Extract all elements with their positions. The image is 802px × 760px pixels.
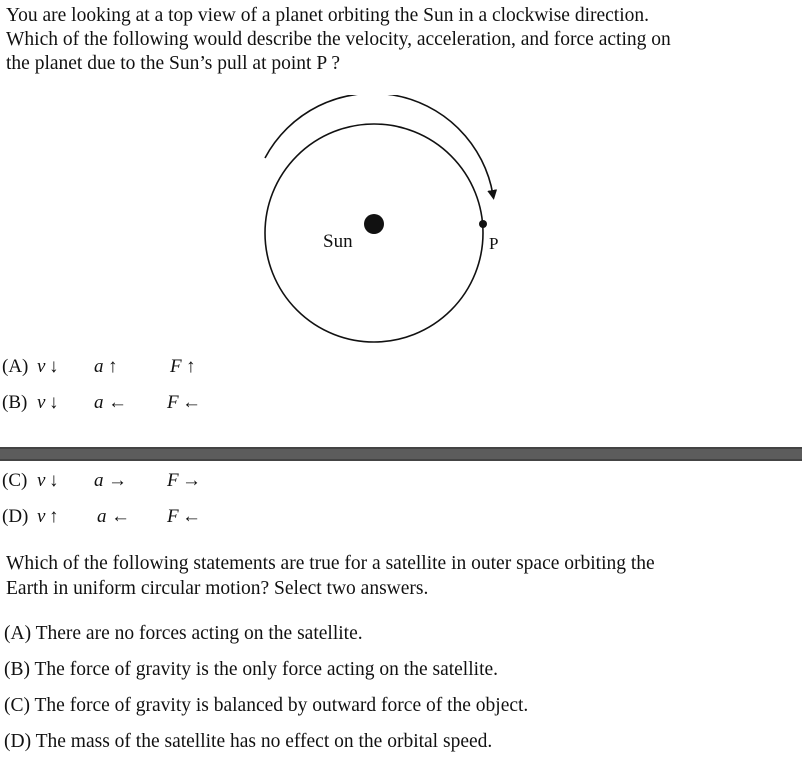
question-1-text bbox=[6, 4, 671, 76]
question-2-text bbox=[6, 551, 655, 601]
sun-label: Sun bbox=[323, 231, 353, 252]
acceleration-arrow-icon: ← bbox=[108, 392, 127, 413]
velocity-symbol: v bbox=[37, 470, 46, 491]
force-arrow-icon: ← bbox=[182, 392, 201, 413]
force-symbol: F bbox=[167, 470, 179, 491]
option-label: (B) bbox=[2, 392, 28, 413]
point-p-label: P bbox=[489, 234, 499, 253]
force-symbol: F bbox=[167, 392, 179, 413]
velocity-arrow-icon: ↓ bbox=[49, 392, 59, 413]
question-1-line: Which of the following would describe the velocity, acceleration, and force acting on bbox=[6, 29, 671, 50]
orbit-diagram bbox=[255, 95, 545, 375]
q2-option-d: (D) The mass of the satellite has no effect on the orbital speed. bbox=[4, 731, 493, 752]
velocity-arrow-icon: ↓ bbox=[49, 470, 59, 491]
clockwise-arrow bbox=[265, 95, 493, 195]
option-label: (D) bbox=[2, 506, 29, 527]
option-label: (C) bbox=[2, 470, 28, 491]
acceleration-symbol: a bbox=[94, 356, 104, 377]
velocity-symbol: v bbox=[37, 356, 46, 377]
question-2-line: Earth in uniform circular motion? Select two answers. bbox=[6, 578, 429, 599]
force-arrow-icon: → bbox=[182, 470, 201, 491]
velocity-symbol: v bbox=[37, 392, 46, 413]
acceleration-symbol: a bbox=[94, 470, 104, 491]
sun-dot bbox=[364, 214, 384, 234]
acceleration-symbol: a bbox=[97, 506, 107, 527]
velocity-arrow-icon: ↑ bbox=[49, 506, 59, 527]
q2-option-b: (B) The force of gravity is the only force acting on the satellite. bbox=[4, 659, 499, 680]
question-2-line: Which of the following statements are true for a satellite in outer space orbiting the bbox=[6, 553, 655, 574]
page-divider bbox=[0, 447, 802, 461]
acceleration-arrow-icon: → bbox=[108, 470, 127, 491]
velocity-symbol: v bbox=[37, 506, 46, 527]
q2-option-a: (A) There are no forces acting on the satellite. bbox=[4, 623, 363, 644]
option-label: (A) bbox=[2, 356, 29, 377]
force-arrow-icon: ← bbox=[182, 506, 201, 527]
velocity-arrow-icon: ↓ bbox=[49, 356, 59, 377]
q2-option-c: (C) The force of gravity is balanced by outward force of the object. bbox=[4, 695, 529, 716]
force-arrow-icon: ↑ bbox=[186, 356, 196, 377]
acceleration-symbol: a bbox=[94, 392, 104, 413]
force-symbol: F bbox=[170, 356, 182, 377]
acceleration-arrow-icon: ↑ bbox=[108, 356, 118, 377]
question-1-line: the planet due to the Sun’s pull at point P ? bbox=[6, 53, 340, 74]
question-1-line: You are looking at a top view of a planet orbiting the Sun in a clockwise direction. bbox=[6, 5, 650, 26]
point-p-dot bbox=[479, 220, 487, 228]
force-symbol: F bbox=[167, 506, 179, 527]
acceleration-arrow-icon: ← bbox=[111, 506, 130, 527]
